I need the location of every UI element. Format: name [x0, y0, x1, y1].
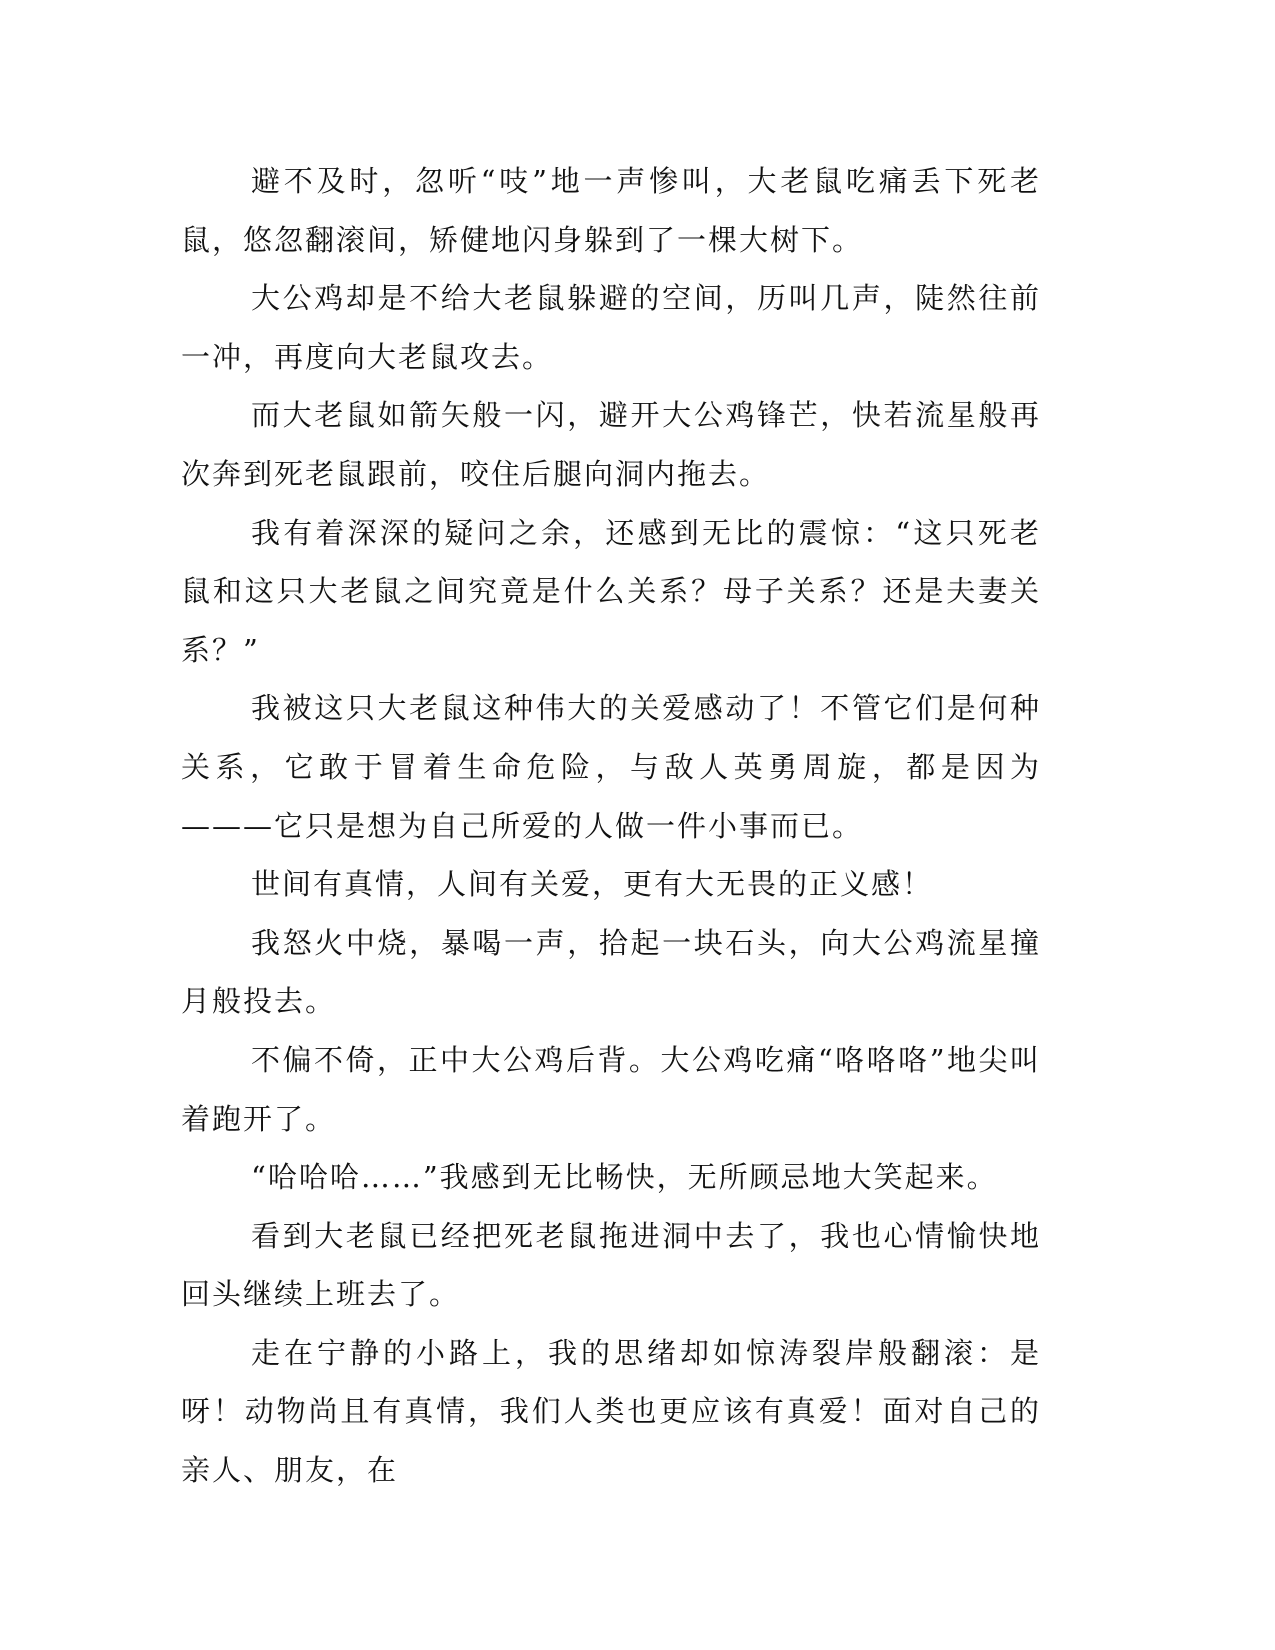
paragraph: 而大老鼠如箭矢般一闪，避开大公鸡锋芒，快若流星般再次奔到死老鼠跟前，咬住后腿向洞内拖去。: [181, 398, 1041, 491]
paragraph: 走在宁静的小路上，我的思绪却如惊涛裂岸般翻滚：是呀！动物尚且有真情，我们人类也更应该有真爱！面对自己的亲人、朋友，在: [181, 1335, 1041, 1488]
paragraph: 我有着深深的疑问之余，还感到无比的震惊：“这只死老鼠和这只大老鼠之间究竟是什么关系？母子关系？还是夫妻关系？”: [181, 515, 1041, 667]
document-body: [181, 152, 1041, 1500]
paragraph: 世间有真情，人间有关爱，更有大无畏的正义感！: [251, 867, 934, 902]
paragraph: 我怒火中烧，暴喝一声，拾起一块石头，向大公鸡流星撞月般投去。: [181, 925, 1041, 1019]
paragraph: 看到大老鼠已经把死老鼠拖进洞中去了，我也心情愉快地回头继续上班去了。: [181, 1218, 1041, 1312]
paragraph: 我被这只大老鼠这种伟大的关爱感动了！不管它们是何种关系，它敢于冒着生命危险，与敌人英勇周旋，都是因为———它只是想为自己所爱的人做一件小事而已。: [181, 691, 1041, 843]
paragraph: 避不及时，忽听“吱”地一声惨叫，大老鼠吃痛丢下死老鼠，悠忽翻滚间，矫健地闪身躲到了一棵大树下。: [181, 164, 1041, 257]
paragraph: 不偏不倚，正中大公鸡后背。大公鸡吃痛“咯咯咯”地尖叫着跑开了。: [181, 1042, 1041, 1136]
paragraph: 大公鸡却是不给大老鼠躲避的空间，历叫几声，陡然往前一冲，再度向大老鼠攻去。: [181, 281, 1041, 374]
paragraph: “哈哈哈……”我感到无比畅快，无所顾忌地大笑起来。: [251, 1160, 998, 1195]
